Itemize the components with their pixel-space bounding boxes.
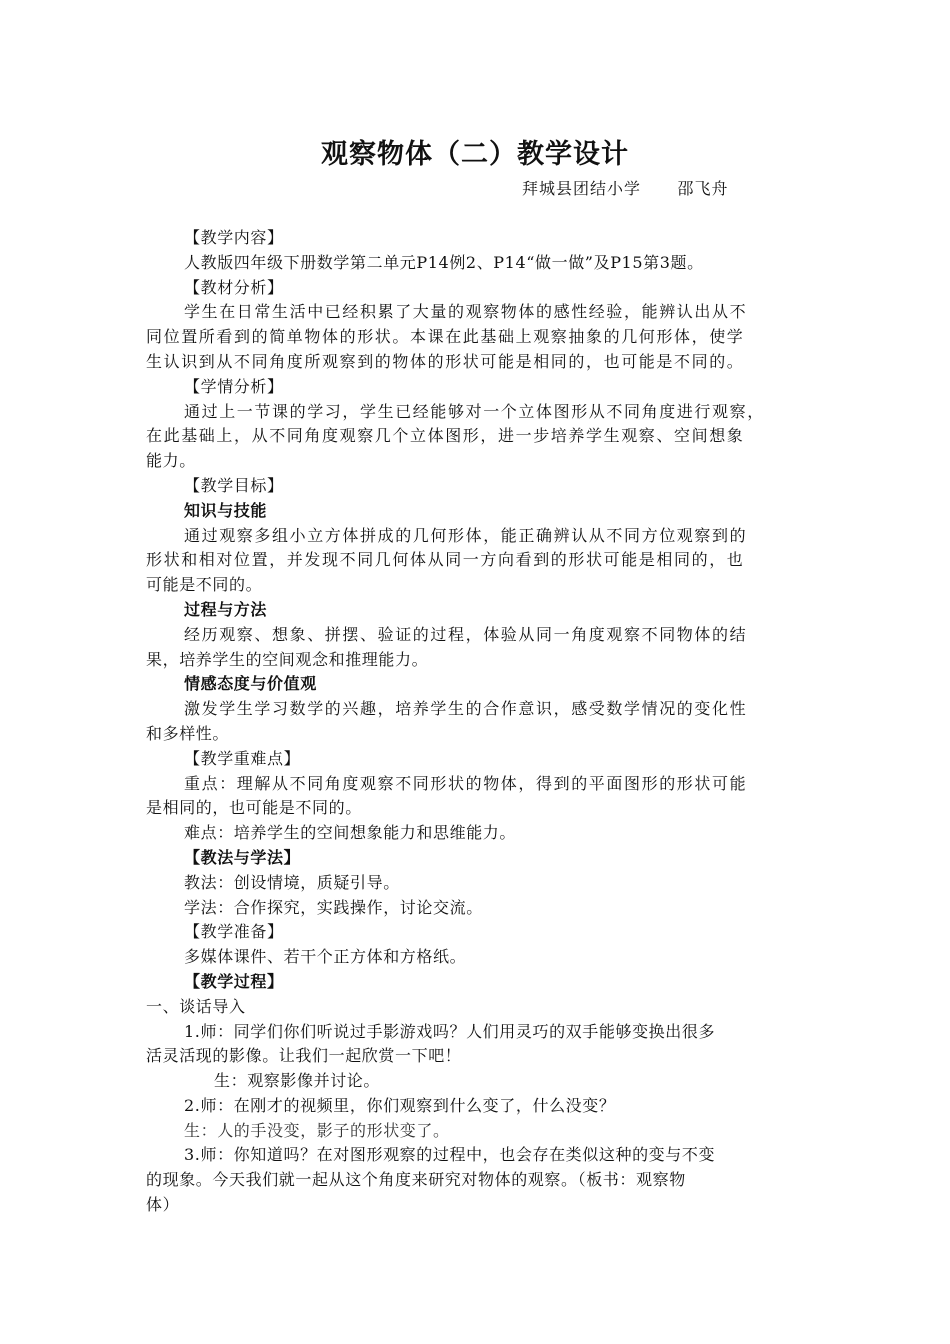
section-heading-content: 【教学内容】 (184, 228, 284, 247)
paragraph-line: 形状和相对位置，并发现不同几何体从同一方向看到的形状可能是相同的，也 (146, 550, 745, 570)
subheading-attitude: 情感态度与价值观 (184, 674, 317, 694)
paragraph-line: 在此基础上，从不同角度观察几个立体图形，进一步培养学生观察、空间想象 (146, 426, 745, 446)
section-heading-process: 【教学过程】 (184, 971, 284, 991)
paragraph-line: 的现象。今天我们就一起从这个角度来研究对物体的观察。（板书：观察物 (146, 1170, 686, 1190)
paragraph-line: 多媒体课件、若干个正方体和方格纸。 (184, 947, 467, 967)
paragraph-line: 生：人的手没变，影子的形状变了。 (184, 1120, 450, 1140)
paragraph-line: 是相同的，也可能是不同的。 (146, 798, 362, 818)
paragraph-line: 难点：培养学生的空间想象能力和思维能力。 (184, 823, 517, 843)
paragraph-line: 果，培养学生的空间观念和推理能力。 (146, 649, 429, 669)
paragraph-line: 体） (146, 1195, 180, 1215)
section-heading-preparation: 【教学准备】 (184, 922, 284, 942)
paragraph-line: 经历观察、想象、拼摆、验证的过程，体验从同一角度观察不同物体的结 (184, 624, 748, 644)
section-heading-textbook-analysis: 【教材分析】 (184, 277, 284, 297)
paragraph-line: 2.师：在刚才的视频里，你们观察到什么变了，什么没变？ (184, 1095, 616, 1115)
section-heading-methods: 【教法与学法】 (184, 847, 301, 867)
paragraph-line: 生认识到从不同角度所观察到的物体的形状可能是相同的，也可能是不同的。 (146, 351, 745, 371)
paragraph-line: 通过观察多组小立方体拼成的几何形体，能正确辨认从不同方位观察到的 (184, 525, 748, 545)
section-heading-key-points: 【教学重难点】 (184, 748, 301, 768)
paragraph-line: 学法：合作探究，实践操作，讨论交流。 (184, 897, 483, 917)
paragraph-line: 学生在日常生活中已经积累了大量的观察物体的感性经验，能辨认出从不 (184, 302, 748, 322)
paragraph-line: 1.师：同学们你们听说过手影游戏吗？人们用灵巧的双手能够变换出很多 (184, 1021, 716, 1041)
paragraph-line: 激发学生学习数学的兴趣，培养学生的合作意识，感受数学情况的变化性 (184, 699, 748, 719)
paragraph-line: 生：观察影像并讨论。 (214, 1071, 381, 1091)
paragraph-line: 和多样性。 (146, 723, 230, 743)
document-body (146, 226, 806, 1218)
document-title: 观察物体（二）教学设计 (321, 139, 629, 170)
author-line: 拜城县团结小学 邵飞舟 (522, 179, 729, 198)
subheading-process: 过程与方法 (184, 599, 268, 619)
paragraph-line: 重点：理解从不同角度观察不同形状的物体，得到的平面图形的形状可能 (184, 773, 748, 793)
paragraph-line: 能力。 (146, 451, 196, 471)
paragraph-line: 同位置所看到的简单物体的形状。本课在此基础上观察抽象的几何形体，使学 (146, 327, 745, 347)
paragraph-line: 人教版四年级下册数学第二单元P14例2、P14“做一做”及P15第3题。 (184, 252, 704, 272)
paragraph-line: 活灵活现的影像。让我们一起欣赏一下吧！ (146, 1046, 462, 1066)
subheading-knowledge: 知识与技能 (184, 500, 268, 520)
paragraph-line: 3.师：你知道吗？在对图形观察的过程中，也会存在类似这种的变与不变 (184, 1145, 716, 1165)
paragraph-line: 教法：创设情境，质疑引导。 (184, 872, 400, 892)
step-heading: 一、谈话导入 (146, 996, 246, 1016)
paragraph-line: 可能是不同的。 (146, 575, 263, 595)
section-heading-objectives: 【教学目标】 (184, 475, 284, 495)
section-heading-student-analysis: 【学情分析】 (184, 376, 284, 396)
paragraph-line: 通过上一节课的学习，学生已经能够对一个立体图形从不同角度进行观察， (184, 401, 765, 421)
